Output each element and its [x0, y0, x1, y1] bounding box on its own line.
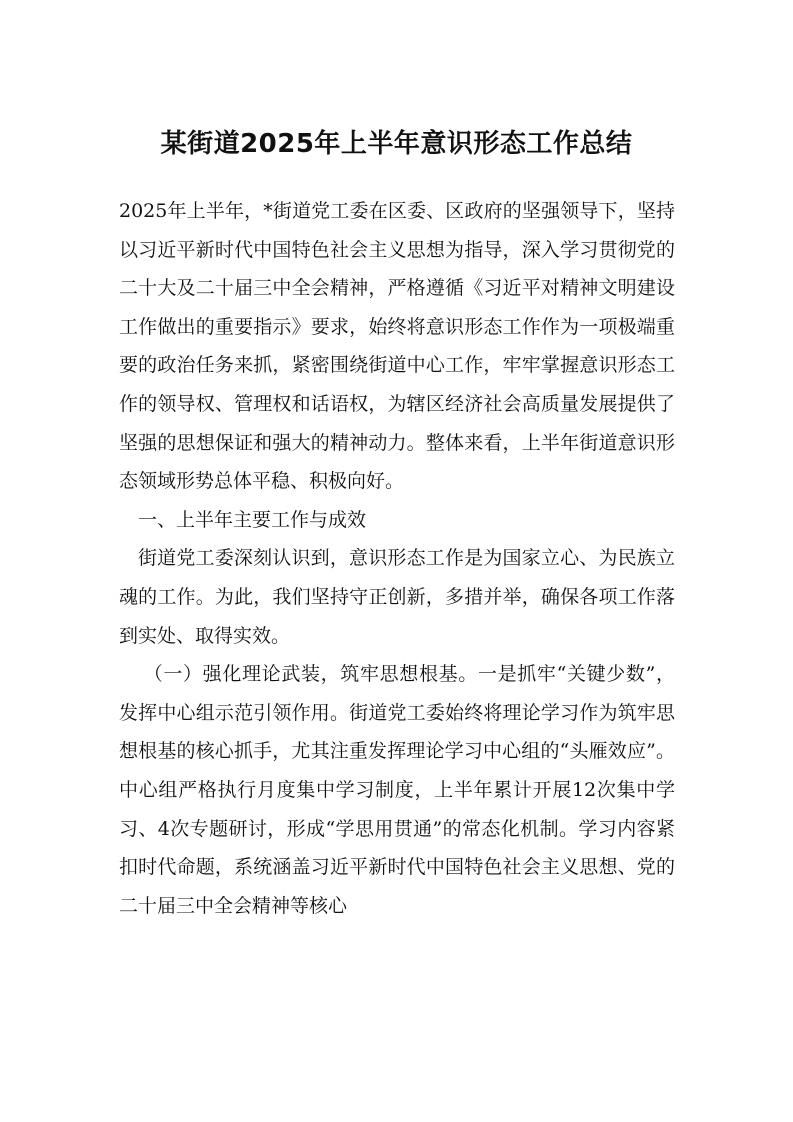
document-body — [119, 192, 675, 925]
paragraph-section-intro: 街道党工委深刻认识到，意识形态工作是为国家立心、为民族立魂的工作。为此，我们坚持守正创新，多措并举，确保各项工作落到实处、取得实效。 — [119, 547, 675, 647]
paragraph-intro: 2025年上半年，*街道党工委在区委、区政府的坚强领导下，坚持以习近平新时代中国特色社会主义思想为指导，深入学习贯彻党的二十大及二十届三中全会精神，严格遵循《习近平对精神文明建设工作做出的重要指示》要求，始终将意识形态工作作为一项极端重要的政治任务来抓，紧密围绕街道中心工作，牢牢掌握意识形态工作的领导权、管理权和话语权，为辖区经济社会高质量发展提供了坚强的思想保证和强大的精神动力。整体来看，上半年街道意识形态领域形势总体平稳、积极向好。 — [119, 200, 675, 493]
section-heading: 一、上半年主要工作与成效 — [138, 508, 367, 531]
paragraph-subsection-1: （一）强化理论武装，筑牢思想根基。一是抓牢“关键少数”，发挥中心组示范引领作用。街道党工委始终将理论学习作为筑牢思想根基的核心抓手，尤其注重发挥理论学习中心组的“头雁效应”。中心组严格执行月度集中学习制度，上半年累计开展12次集中学习、4次专题研讨，形成“学思用贯通”的常态化机制。学习内容紧扣时代命题，系统涵盖习近平新时代中国特色社会主义思想、党的二十届三中全会精神等核心 — [119, 663, 675, 917]
document-title: 某街道2025年上半年意识形态工作总结 — [160, 129, 633, 159]
